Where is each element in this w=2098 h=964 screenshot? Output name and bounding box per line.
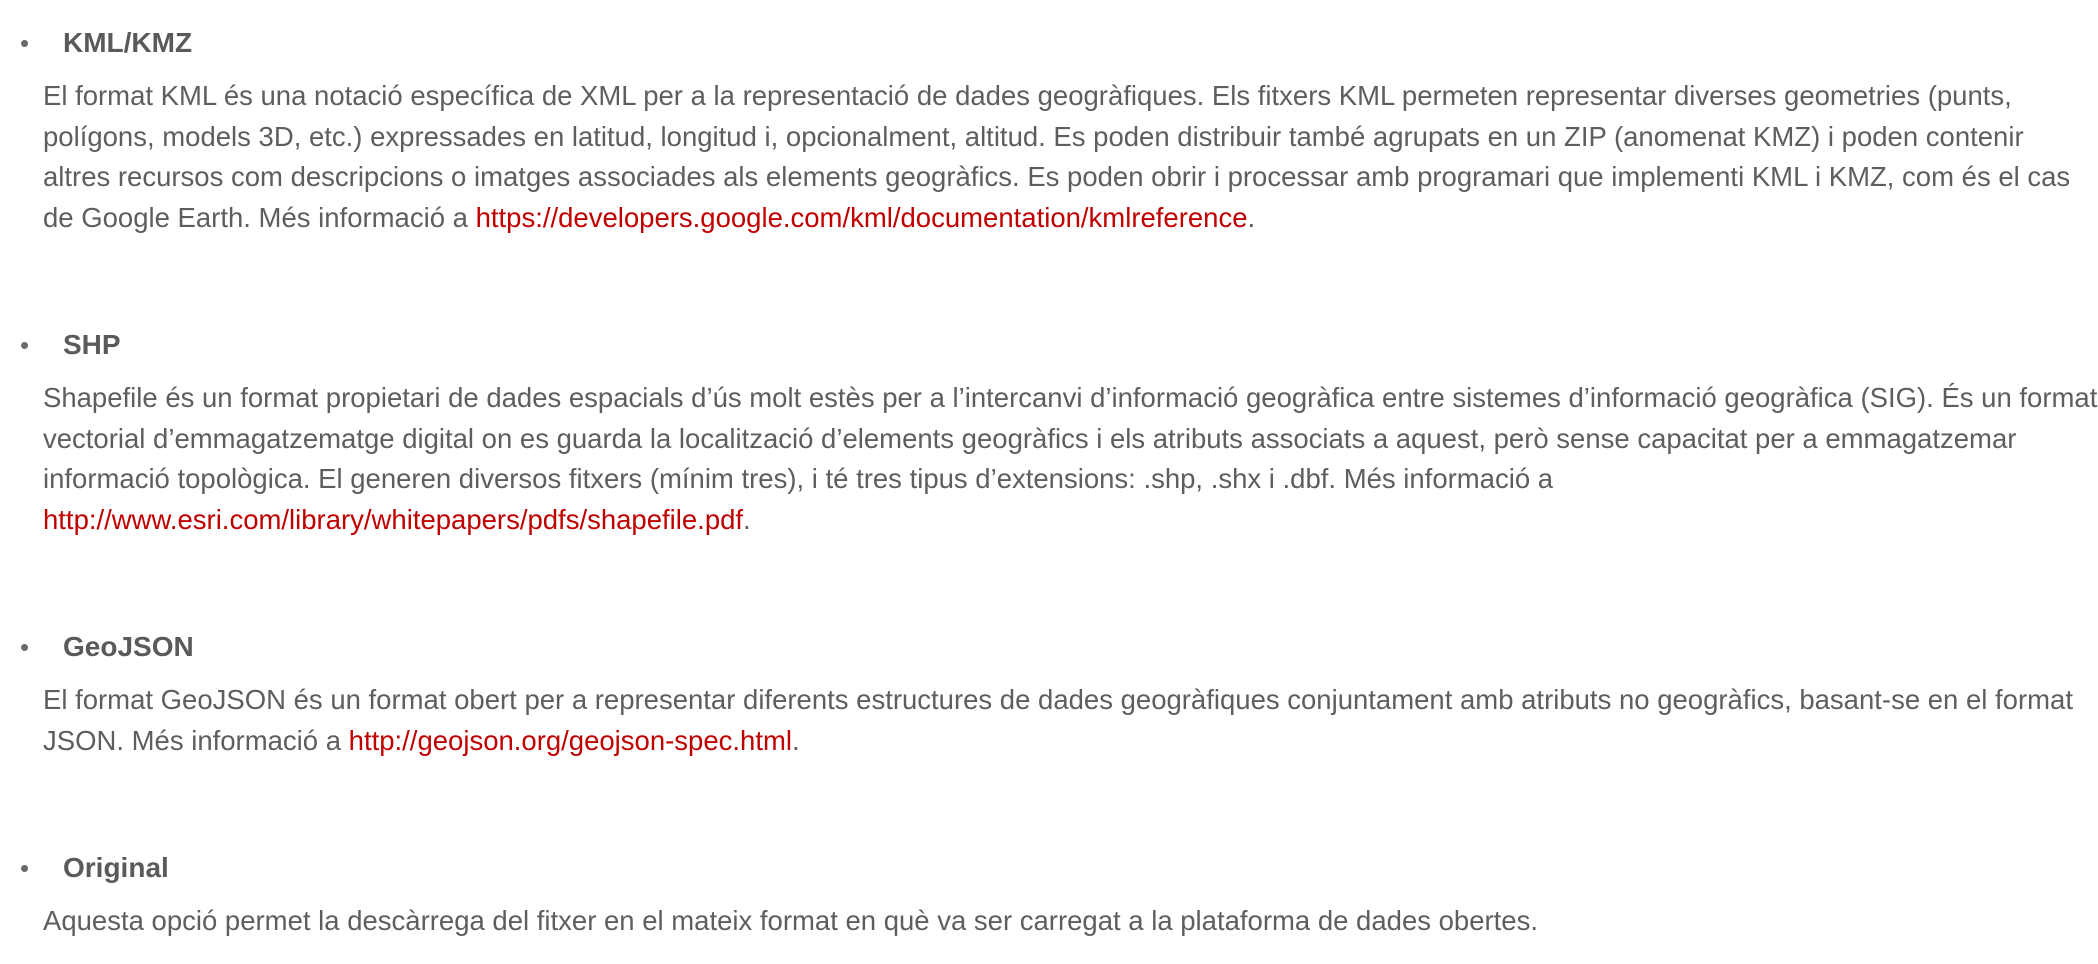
documentation-link[interactable]: http://www.esri.com/library/whitepapers/pdfs/shapefile.pdf (43, 503, 744, 535)
description-end: . (743, 503, 751, 535)
format-description (43, 901, 2098, 942)
list-item-shp (0, 324, 2098, 540)
item-heading (0, 626, 2098, 668)
bullet-icon: • (20, 632, 30, 662)
documentation-link[interactable]: http://geojson.org/geojson-spec.html (348, 724, 792, 756)
item-heading (0, 22, 2098, 64)
list-item-original (0, 847, 2098, 942)
format-list (0, 22, 2098, 942)
format-title: GeoJSON (63, 631, 194, 662)
bullet-icon: • (20, 28, 30, 58)
description-end: . (1247, 201, 1256, 233)
description-text: El format KML és una notació específica de XML per a la representació de dades geogràfiques. Els fitxers KML permeten representar diverses geometries (punts, polígons, models 3D, etc.) expressades en latitud, longitud i, opcionalment, altitud. Es poden distribuir també agrupats en un ZIP (anomenat KMZ) i poden contenir altres recursos com descripcions o imatges associades als elements geogràfics. Es poden obrir i processar amb programari que implementi KML i KMZ, com és el cas de Google Earth. Més informació a (43, 80, 2071, 233)
description-text: Aquesta opció permet la descàrrega del fitxer en el mateix format en què va ser carregat a la plataforma de dades obertes. (43, 905, 1538, 936)
bullet-icon: • (20, 330, 30, 360)
description-text: El format GeoJSON és un format obert per a representar diferents estructures de dades geogràfiques conjuntament amb atributs no geogràfics, basant-se en el format JSON. Més informació a (43, 684, 2073, 756)
format-title: Original (63, 852, 169, 883)
format-title: SHP (63, 329, 121, 360)
bullet-icon: • (20, 853, 30, 883)
list-item-geojson (0, 626, 2098, 761)
documentation-link[interactable]: https://developers.google.com/kml/documentation/kmlreference (475, 201, 1248, 233)
format-description (43, 378, 2098, 540)
description-end: . (791, 724, 800, 756)
format-description (43, 76, 2098, 238)
format-description (43, 680, 2098, 761)
item-heading (0, 847, 2098, 889)
format-title: KML/KMZ (63, 27, 193, 58)
item-heading (0, 324, 2098, 366)
description-text: Shapefile és un format propietari de dades espacials d’ús molt estès per a l’intercanvi d’informació geogràfica entre sistemes d’informació geogràfica (SIG). És un format vectorial d’emmagatzematge digital on es guarda la localització d’elements geogràfics i els atributs associats a aquest, però sense capacitat per a emmagatzemar informació topològica. El generen diversos fitxers (mínim tres), i té tres tipus d’extensions: .shp, .shx i .dbf. Més informació a (43, 382, 2098, 494)
list-item-kml-kmz (0, 22, 2098, 238)
